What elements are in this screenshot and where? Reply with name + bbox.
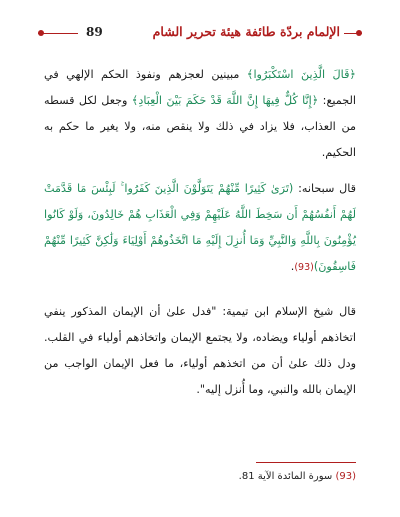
footnote-number: (93) [335,471,356,482]
running-title: الإلمام بردّة طائفة هيئة تحرير الشام [152,24,340,39]
quran-quote-1: ﴿قَالَ الَّذِينَ اسْتَكْبَرُوا﴾ [246,68,356,81]
paragraph-3: قال شيخ الإسلام ابن تيمية: "فدل علىٰ أن الإيمان المذكور ينفي اتخاذهم أولياء ويضاده، ولا يجتمع الإيمان واتخاذهم أولياء في القلب. ودل ذلك علىٰ أن من اتخذهم أولياء، ما فعل الإيمان الواجب من الإيمان بالله والنبي، وما أُنزل إليه". [44,305,356,396]
page-header [38,22,362,44]
paragraph-1 [44,62,356,166]
page-number: 89 [86,25,103,39]
header-rule-left [38,33,78,34]
header-ornament-right [356,30,362,36]
footnote [44,470,356,484]
footnote-text: سورة المائدة الآية 81. [238,471,336,482]
quran-quote-2: ﴿إِنَّا كُلٌّ فِيهَا إِنَّ اللَّهَ قَدْ حَكَمَ بَيْنَ الْعِبَادِ﴾ [131,94,319,107]
footnote-divider [256,462,356,463]
paragraph-1-text-b: وجعل لكل قسطه من العذاب، فلا يزاد في ذلك ولا ينقص منه، ولا يغير ما حكم به الحكيم. [44,94,356,159]
paragraph-1-text-a: مبينين لعجزهم ونفوذ الحكم الإلهي في الجميع: [44,68,356,107]
header-ornament-left [38,30,44,36]
paragraph-2-intro: قال سبحانه: [293,182,356,195]
paragraph-2-end: . [290,260,295,273]
quran-verse: (تَرَىٰ كَثِيرًا مِّنْهُمْ يَتَوَلَّوْنَ الَّذِينَ كَفَرُوا ۚ لَبِئْسَ مَا قَدَّمَتْ لَهُمْ أَنفُسُهُمْ أَن سَخِطَ اللَّهُ عَلَيْهِمْ وَفِي الْعَذَابِ هُمْ خَالِدُونَ، وَلَوْ كَانُوا يُؤْمِنُونَ بِاللَّهِ وَالنَّبِيِّ وَمَا أُنزِلَ إِلَيْهِ مَا اتَّخَذُوهُمْ أَوْلِيَاءَ وَلَٰكِنَّ كَثِيرًا مِّنْهُمْ فَاسِقُونَ) [44,182,356,273]
footnote-reference[interactable]: (93) [294,262,314,273]
page-body [44,62,356,403]
paragraph-2 [44,176,356,281]
